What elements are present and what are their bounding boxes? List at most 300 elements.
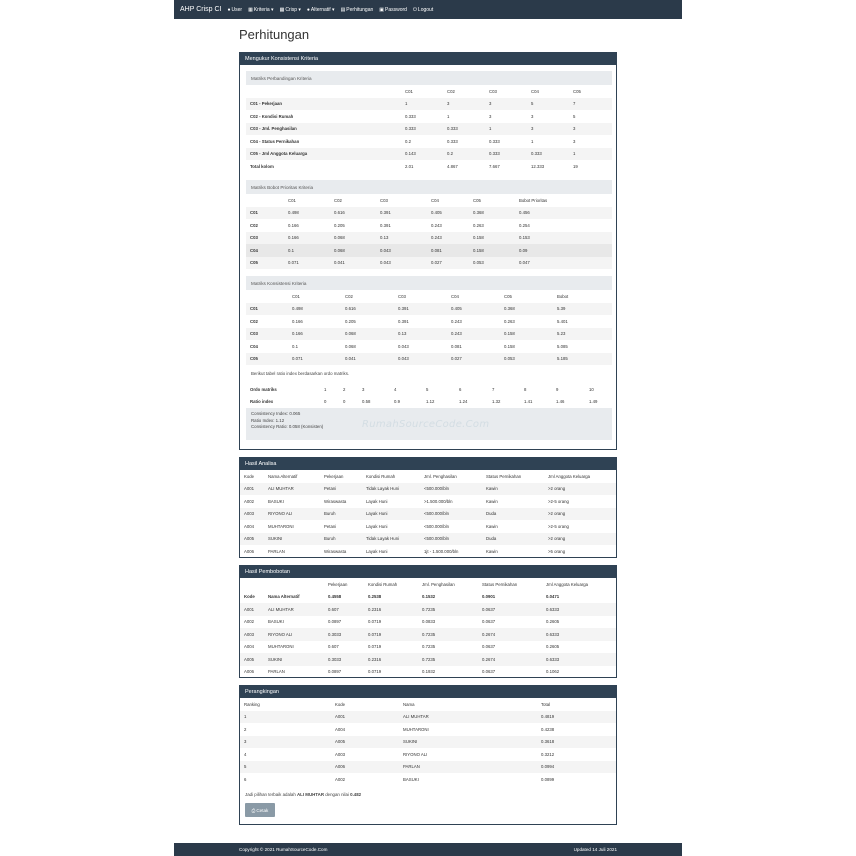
nav-password-label: Password bbox=[385, 6, 407, 13]
table-cell: 2 bbox=[244, 726, 247, 732]
table-row bbox=[240, 736, 616, 749]
perangkingan-table bbox=[240, 698, 616, 786]
pembobotan-table bbox=[240, 578, 616, 678]
header-cell: C03 bbox=[489, 88, 497, 94]
table-row bbox=[246, 232, 612, 245]
table-cell: C05 bbox=[246, 257, 284, 270]
header-cell: C02 bbox=[345, 293, 353, 299]
table-cell: C03 bbox=[246, 328, 288, 341]
konsistensi-section bbox=[246, 276, 612, 365]
table-cell: A006 bbox=[244, 548, 255, 554]
table-cell: ALI MUHTAR bbox=[264, 483, 320, 496]
ratio-body bbox=[246, 383, 612, 408]
conclusion-name: ALI MUHTAR bbox=[297, 792, 324, 797]
table-cell: 5.39 bbox=[553, 303, 612, 316]
table-cell: Duda bbox=[482, 508, 544, 521]
header-cell bbox=[246, 290, 288, 303]
header-cell: C05 bbox=[473, 197, 481, 203]
consistency-index: Consistency Index: 0.065 bbox=[251, 411, 301, 416]
header-cell: Ranking bbox=[244, 701, 260, 707]
bobot-table bbox=[246, 194, 612, 269]
header-cell: 0.1532 bbox=[422, 594, 436, 600]
header-cell: C04 bbox=[451, 293, 459, 299]
table-cell: A005 bbox=[240, 653, 264, 666]
table-cell: 0.405 bbox=[447, 303, 500, 316]
table-cell: PARLAN bbox=[399, 761, 537, 774]
table-cell: 3 bbox=[240, 736, 331, 749]
header-cell: Jml Anggota Keluarga bbox=[546, 581, 589, 587]
table-row bbox=[246, 244, 612, 257]
table-cell: 0.166 bbox=[288, 328, 341, 341]
table-cell: 0.081 bbox=[427, 244, 469, 257]
table-row bbox=[240, 628, 616, 641]
table-row bbox=[240, 711, 616, 724]
table-row bbox=[240, 761, 616, 774]
table-cell: 1 bbox=[447, 113, 450, 119]
table-cell: BASUKI bbox=[403, 776, 419, 782]
table-cell: 0.027 bbox=[427, 257, 469, 270]
table-cell: A005 bbox=[240, 533, 264, 546]
table-cell: A001 bbox=[240, 603, 264, 616]
table-cell: 3 bbox=[362, 386, 365, 392]
table-row bbox=[246, 123, 612, 136]
header-cell: Jml Anggota Keluarga bbox=[548, 473, 591, 479]
table-cell: 5 bbox=[426, 386, 429, 392]
table-row bbox=[246, 303, 612, 316]
table-cell: 0.0719 bbox=[368, 619, 382, 625]
table-cell: 0.041 bbox=[330, 257, 376, 270]
table-cell: 1.12 bbox=[426, 399, 435, 405]
perbandingan-section bbox=[246, 71, 612, 173]
table-cell: 5.185 bbox=[553, 353, 612, 366]
table-cell: 6 bbox=[244, 776, 247, 782]
table-cell: 1.24 bbox=[459, 399, 468, 405]
table-cell: Tidak Layak Huni bbox=[362, 533, 420, 546]
table-cell: 0.047 bbox=[515, 257, 612, 270]
table-cell: MUHTARONI bbox=[268, 644, 294, 650]
header-cell: C02 bbox=[447, 88, 455, 94]
table-cell: A003 bbox=[240, 508, 264, 521]
header-cell: Kode bbox=[244, 594, 255, 600]
table-cell: 0.158 bbox=[469, 232, 515, 245]
table-cell: 0.071 bbox=[284, 257, 330, 270]
table-cell: 0.2316 bbox=[364, 653, 418, 666]
bobot-title: Matriks Bobot Prioritas Kriteria bbox=[246, 180, 612, 194]
table-cell: 0.333 bbox=[401, 123, 443, 136]
table-cell: PARLAN bbox=[268, 548, 285, 554]
table-cell: 3 bbox=[443, 98, 485, 111]
table-cell: 0.2605 bbox=[546, 644, 560, 650]
table-cell: 0.2316 bbox=[364, 603, 418, 616]
table-cell: MUHTARONI bbox=[268, 523, 294, 529]
table-row bbox=[240, 616, 616, 629]
table-cell: 8 bbox=[524, 386, 527, 392]
table-cell: Tidak Layak Huni bbox=[362, 483, 420, 496]
table-header-row bbox=[240, 578, 616, 591]
bobot-body bbox=[246, 207, 612, 270]
table-row bbox=[246, 110, 612, 123]
table-cell: 0.13 bbox=[376, 232, 427, 245]
table-cell: 0.3212 bbox=[541, 751, 555, 757]
table-cell: 0.0637 bbox=[482, 669, 496, 675]
konsistensi-body bbox=[246, 303, 612, 366]
perangkingan-heading: Perangkingan bbox=[240, 686, 616, 698]
print-icon: ⎙ bbox=[251, 807, 256, 813]
nav-perhitungan[interactable] bbox=[341, 7, 374, 13]
table-cell: 0.391 bbox=[376, 207, 427, 220]
table-cell: MUHTARONI bbox=[403, 726, 429, 732]
table-cell: RIYONO ALI bbox=[264, 508, 320, 521]
nav-crisp[interactable] bbox=[280, 7, 301, 13]
table-cell: >2 orang bbox=[544, 508, 616, 521]
table-row bbox=[246, 353, 612, 366]
table-row bbox=[240, 533, 616, 546]
header-cell: C03 bbox=[380, 197, 388, 203]
bobot-row bbox=[240, 591, 616, 604]
table-cell: 0.391 bbox=[394, 303, 447, 316]
table-cell: SUKINI bbox=[264, 653, 324, 666]
table-cell: 0.1932 bbox=[422, 669, 436, 675]
table-cell: A005 bbox=[331, 736, 399, 749]
table-cell: Kawin bbox=[486, 523, 498, 529]
table-cell: 2.01 bbox=[405, 163, 414, 169]
table-row bbox=[246, 257, 612, 270]
header-cell: C04 bbox=[431, 197, 439, 203]
table-cell: 0.043 bbox=[376, 257, 427, 270]
table-row bbox=[240, 666, 616, 679]
table-cell: 0.0897 bbox=[328, 619, 342, 625]
table-cell: <500.000/bln bbox=[420, 483, 482, 496]
table-row bbox=[246, 148, 612, 161]
table-row bbox=[240, 603, 616, 616]
header-cell: C04 bbox=[531, 88, 539, 94]
pembobotan-heading: Hasil Pembobotan bbox=[240, 566, 616, 578]
summary-box bbox=[246, 408, 612, 440]
table-cell: 0.6333 bbox=[542, 603, 616, 616]
table-cell: 0.166 bbox=[288, 222, 299, 228]
perbandingan-body bbox=[246, 98, 612, 173]
table-cell: C01 - Pekerjaan bbox=[246, 98, 401, 111]
header-cell: Kode bbox=[244, 473, 255, 479]
table-cell: 0.2 bbox=[443, 148, 485, 161]
table-icon: ▦ bbox=[279, 6, 285, 13]
table-cell: 0.027 bbox=[447, 353, 500, 366]
ratio-index: Ratio Index: 1.12 bbox=[251, 417, 285, 423]
table-cell: <500.000/bln bbox=[424, 523, 449, 529]
table-cell: 0.2674 bbox=[478, 628, 542, 641]
table-cell: 1 bbox=[485, 123, 527, 136]
perbandingan-title: Matriks Perbandingan Kriteria bbox=[246, 71, 612, 85]
table-row bbox=[240, 653, 616, 666]
table-cell: ALI MUHTAR bbox=[399, 711, 537, 724]
header-cell: 0.0901 bbox=[482, 594, 496, 600]
conclusion-value: 0.482 bbox=[350, 792, 362, 797]
table-cell: 0.043 bbox=[376, 244, 427, 257]
pembobotan-body bbox=[240, 603, 616, 678]
konsistensi-table bbox=[246, 290, 612, 365]
table-cell: 0.6333 bbox=[542, 628, 616, 641]
table-cell: Layak Huni bbox=[366, 548, 388, 554]
header-cell bbox=[246, 85, 401, 98]
table-cell: C02 bbox=[250, 222, 258, 228]
table-cell: 0.0897 bbox=[328, 669, 342, 675]
nav-alternatif[interactable] bbox=[307, 7, 335, 13]
table-cell: 1 bbox=[401, 98, 443, 111]
table-cell: 0.2674 bbox=[478, 653, 542, 666]
table-cell: 0.158 bbox=[469, 244, 515, 257]
table-cell: 0.166 bbox=[284, 232, 330, 245]
table-cell: 0.7235 bbox=[418, 603, 478, 616]
table-cell: Wiraswasta bbox=[324, 548, 347, 554]
header-cell bbox=[246, 194, 284, 207]
table-cell: 0.368 bbox=[500, 303, 553, 316]
table-row bbox=[240, 495, 616, 508]
nav-logout-label: Logout bbox=[417, 6, 434, 13]
table-cell: 0.1 bbox=[284, 244, 330, 257]
nav-user[interactable] bbox=[228, 7, 243, 13]
table-cell: 0.4238 bbox=[541, 726, 555, 732]
conclusion-prefix: Jadi pilihan terbaik adalah bbox=[245, 792, 297, 797]
table-cell: 0.7235 bbox=[418, 653, 478, 666]
nav-alternatif-label: Alternatif ▾ bbox=[310, 6, 335, 13]
table-cell: 0.391 bbox=[398, 318, 409, 324]
table-cell: C03 - Jml. Penghasilan bbox=[246, 123, 401, 136]
header-cell: Kode bbox=[335, 701, 346, 707]
table-cell: 0.368 bbox=[469, 207, 515, 220]
table-row bbox=[246, 396, 612, 409]
table-cell: 0.333 bbox=[485, 148, 527, 161]
table-row bbox=[240, 508, 616, 521]
table-cell: 0.143 bbox=[401, 148, 443, 161]
table-cell: 0.081 bbox=[451, 343, 462, 349]
header-cell: 0.4558 bbox=[328, 594, 342, 600]
header-cell: Nama Alternatif bbox=[268, 594, 300, 600]
table-cell: 0.1062 bbox=[546, 669, 560, 675]
table-cell: 0.9 bbox=[394, 399, 400, 405]
table-row bbox=[246, 383, 612, 396]
nav-kriteria[interactable] bbox=[248, 7, 273, 13]
header-cell: Status Pernikahan bbox=[482, 581, 518, 587]
table-cell: 0.053 bbox=[469, 257, 515, 270]
table-row bbox=[240, 748, 616, 761]
table-cell: Kawin bbox=[482, 483, 544, 496]
table-cell: >2 orang bbox=[544, 533, 616, 546]
table-header-row bbox=[240, 470, 616, 483]
konsistensi-matrix-title: Matriks Konsistensi Kriteria bbox=[246, 276, 612, 290]
table-row bbox=[240, 641, 616, 654]
table-row bbox=[246, 160, 612, 173]
table-cell: 0.158 bbox=[504, 343, 515, 349]
table-cell: 4 bbox=[244, 751, 247, 757]
table-cell: 0.616 bbox=[341, 303, 394, 316]
table-cell: 3 bbox=[485, 98, 527, 111]
table-cell: 0.166 bbox=[292, 318, 303, 324]
table-cell: C05 - Jml Anggota Keluarga bbox=[246, 148, 401, 161]
header-cell bbox=[264, 578, 324, 591]
conclusion-mid: dengan nilai bbox=[324, 792, 351, 797]
table-cell: 5.085 bbox=[557, 343, 568, 349]
table-cell: 3 bbox=[573, 138, 576, 144]
table-cell: C05 bbox=[246, 353, 288, 366]
table-cell: 0.607 bbox=[324, 603, 364, 616]
analisa-body bbox=[240, 483, 616, 558]
table-cell: 5.401 bbox=[557, 318, 568, 324]
table-cell: 0.243 bbox=[431, 222, 442, 228]
table-cell: 6 bbox=[459, 386, 462, 392]
perbandingan-table bbox=[246, 85, 612, 173]
table-row bbox=[246, 315, 612, 328]
table-cell: A003 bbox=[240, 628, 264, 641]
table-cell: 19 bbox=[573, 163, 578, 169]
table-cell: A004 bbox=[335, 726, 346, 732]
book-icon: ▤ bbox=[340, 6, 346, 13]
header-cell: C01 bbox=[292, 293, 300, 299]
table-cell: 5 bbox=[573, 113, 576, 119]
table-cell: 0.158 bbox=[500, 328, 553, 341]
user-icon: ● bbox=[227, 6, 231, 13]
analisa-panel bbox=[239, 457, 617, 558]
perangkingan-panel bbox=[239, 685, 617, 825]
summary-text bbox=[251, 411, 323, 431]
table-cell: 1 bbox=[531, 138, 534, 144]
table-cell: 10 bbox=[589, 386, 594, 392]
table-cell: 1 bbox=[324, 386, 327, 392]
footer bbox=[174, 843, 682, 856]
table-cell: 1.32 bbox=[492, 399, 501, 405]
table-row bbox=[240, 773, 616, 786]
table-cell: 0.3033 bbox=[324, 628, 364, 641]
table-cell: 0.043 bbox=[394, 353, 447, 366]
table-cell: 0.153 bbox=[515, 232, 612, 245]
konsistensi-heading: Mengukur Konsistensi Kriteria bbox=[240, 53, 616, 65]
ratio-table bbox=[246, 383, 612, 408]
table-cell: 0.333 bbox=[447, 138, 458, 144]
table-cell: 0.333 bbox=[443, 123, 485, 136]
table-cell: 0.243 bbox=[447, 328, 500, 341]
pembobotan-panel bbox=[239, 565, 617, 678]
table-cell: Ratio index bbox=[250, 399, 274, 405]
table-cell: A002 bbox=[335, 776, 346, 782]
table-cell: Ordo matriks bbox=[250, 386, 277, 392]
nav-password[interactable] bbox=[379, 7, 407, 13]
table-cell: Layak Huni bbox=[366, 498, 388, 504]
table-cell: Buruh bbox=[320, 508, 362, 521]
table-row bbox=[246, 340, 612, 353]
lock-icon: ▣ bbox=[379, 6, 384, 13]
header-cell: Jml. Penghasilan bbox=[422, 581, 455, 587]
table-cell: C04 bbox=[246, 244, 284, 257]
table-cell: 0.7235 bbox=[418, 628, 478, 641]
table-cell: C01 bbox=[246, 207, 284, 220]
table-cell: BASUKI bbox=[268, 619, 284, 625]
nav-logout[interactable] bbox=[413, 7, 433, 13]
table-cell: Petani bbox=[320, 483, 362, 496]
table-cell: 0 bbox=[324, 399, 327, 405]
table-cell: 0.0899 bbox=[541, 776, 555, 782]
table-cell: 0.0994 bbox=[537, 761, 616, 774]
table-cell: 0.498 bbox=[284, 207, 330, 220]
table-row bbox=[240, 520, 616, 533]
table-cell: <500.000/bln bbox=[420, 508, 482, 521]
table-cell: 0.243 bbox=[427, 232, 469, 245]
table-cell: A002 bbox=[244, 619, 255, 625]
table-cell: 0.2605 bbox=[546, 619, 560, 625]
table-cell: C04 bbox=[250, 343, 258, 349]
table-cell: C03 bbox=[246, 232, 284, 245]
table-cell: Layak Huni bbox=[362, 508, 420, 521]
table-cell: 0.068 bbox=[345, 343, 356, 349]
table-cell: C04 - Status Pernikahan bbox=[250, 138, 300, 144]
ratio-note: Berikut tabel ratio index berdasarkan ordo matriks. bbox=[251, 371, 350, 376]
header-cell: 0.0471 bbox=[546, 594, 560, 600]
print-label: Cetak bbox=[256, 807, 269, 813]
brand-link[interactable]: AHP Crisp CI bbox=[180, 6, 222, 13]
table-cell: <500.000/bln bbox=[420, 533, 482, 546]
table-cell: 0.205 bbox=[334, 222, 345, 228]
user-icon: ● bbox=[306, 6, 310, 13]
table-cell: 1.49 bbox=[589, 399, 598, 405]
page-title: Perhitungan bbox=[239, 27, 310, 42]
header-cell: C01 bbox=[405, 88, 413, 94]
table-row bbox=[246, 328, 612, 341]
analisa-table bbox=[240, 470, 616, 558]
table-cell: C02 bbox=[250, 318, 258, 324]
table-cell: SUKINI bbox=[399, 736, 537, 749]
table-cell: 0.4819 bbox=[537, 711, 616, 724]
table-cell: 0.405 bbox=[427, 207, 469, 220]
table-cell: 5 bbox=[240, 761, 331, 774]
table-cell: 0.2 bbox=[405, 138, 411, 144]
footer-copyright: Copyright © 2021 RumahSourceCode.Com bbox=[239, 847, 328, 852]
header-cell: Pekerjaan bbox=[328, 581, 348, 587]
table-cell: 0.053 bbox=[500, 353, 553, 366]
header-cell: C03 bbox=[398, 293, 406, 299]
table-cell: 0.58 bbox=[362, 399, 371, 405]
header-cell: Jml. Penghasilan bbox=[424, 473, 457, 479]
table-row bbox=[240, 545, 616, 558]
table-cell: 0.205 bbox=[345, 318, 356, 324]
power-icon: ⏻ bbox=[412, 6, 417, 13]
print-button[interactable] bbox=[245, 803, 275, 817]
table-cell: 7 bbox=[569, 98, 612, 111]
table-cell: A006 bbox=[331, 761, 399, 774]
table-row bbox=[240, 723, 616, 736]
table-cell: Layak Huni bbox=[366, 523, 388, 529]
table-cell: RIYONO ALI bbox=[403, 751, 428, 757]
table-cell: 3 bbox=[489, 113, 492, 119]
table-cell: C01 bbox=[246, 303, 288, 316]
header-cell: C05 bbox=[573, 88, 581, 94]
table-cell: 0.068 bbox=[330, 232, 376, 245]
table-cell: Kawin bbox=[486, 548, 498, 554]
table-cell: 5 bbox=[527, 98, 569, 111]
table-cell: A002 bbox=[244, 498, 255, 504]
table-cell: >5 orang bbox=[548, 548, 566, 554]
navbar bbox=[174, 0, 682, 19]
header-cell: Nama bbox=[403, 701, 415, 707]
table-cell: 0.616 bbox=[330, 207, 376, 220]
table-cell: 0.7235 bbox=[422, 644, 436, 650]
table-cell: 0.09 bbox=[515, 244, 612, 257]
header-cell: Total bbox=[541, 701, 551, 707]
header-cell: Kondisi Rumah bbox=[366, 473, 396, 479]
table-cell: PARLAN bbox=[268, 669, 285, 675]
table-cell: 3 bbox=[527, 123, 569, 136]
table-row bbox=[240, 483, 616, 496]
table-cell: 0.0637 bbox=[482, 644, 496, 650]
table-cell: Petani bbox=[324, 523, 337, 529]
table-cell: 0.498 bbox=[288, 303, 341, 316]
